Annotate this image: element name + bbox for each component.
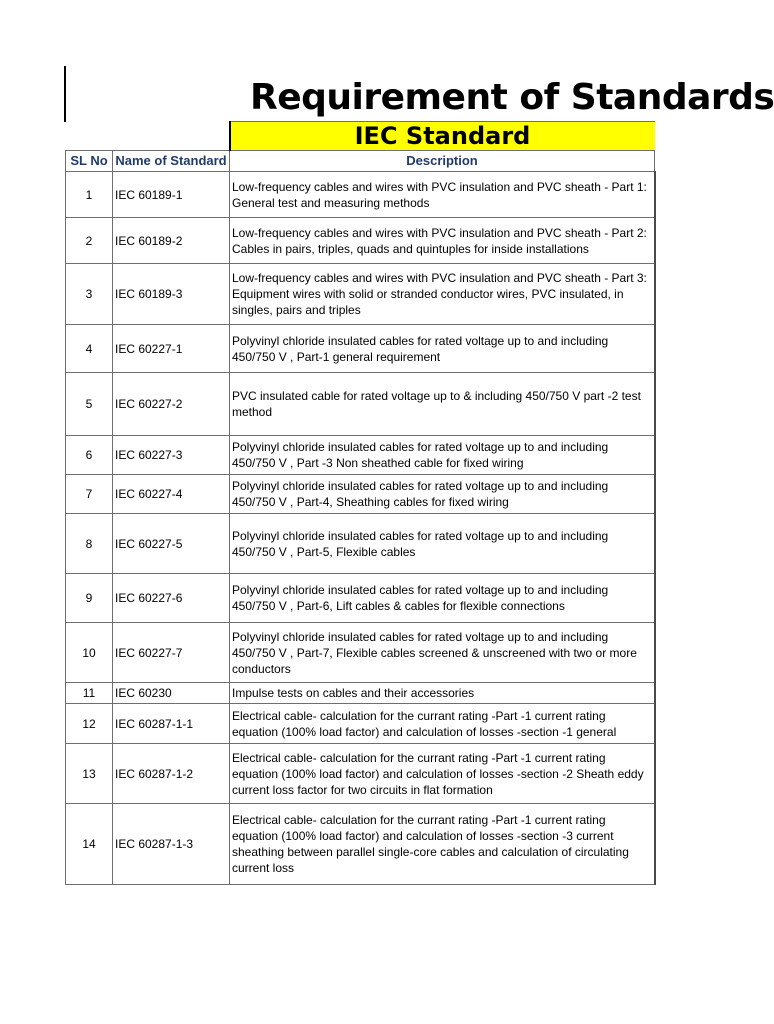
table-row xyxy=(66,218,655,264)
table-row xyxy=(66,574,655,623)
section-header-row xyxy=(66,122,655,151)
standard-name-cell: IEC 60227-3 xyxy=(113,436,230,475)
description-cell: Polyvinyl chloride insulated cables for rated voltage up to and including 450/750 V , Part-1 general requirement xyxy=(230,325,655,373)
table-row xyxy=(66,804,655,885)
sl-no-cell: 7 xyxy=(66,475,113,514)
standard-name-cell: IEC 60189-3 xyxy=(113,264,230,325)
standard-name-cell: IEC 60227-5 xyxy=(113,514,230,574)
standard-name-cell: IEC 60227-7 xyxy=(113,623,230,683)
sl-no-cell: 12 xyxy=(66,704,113,744)
table-row xyxy=(66,514,655,574)
table-row xyxy=(66,172,655,218)
sl-no-cell: 6 xyxy=(66,436,113,475)
description-cell: Low-frequency cables and wires with PVC insulation and PVC sheath - Part 1: General test and measuring methods xyxy=(230,172,655,218)
sl-no-cell: 5 xyxy=(66,373,113,436)
table-row xyxy=(66,475,655,514)
standard-name-cell: IEC 60189-2 xyxy=(113,218,230,264)
column-header-description: Description xyxy=(230,151,655,172)
description-cell: Polyvinyl chloride insulated cables for rated voltage up to and including 450/750 V , Part-6, Lift cables & cables for flexible connections xyxy=(230,574,655,623)
standard-name-cell: IEC 60189-1 xyxy=(113,172,230,218)
description-cell: Low-frequency cables and wires with PVC insulation and PVC sheath - Part 3: Equipment wires with solid or stranded conductor wires, PVC insulated, in singles, pairs and triples xyxy=(230,264,655,325)
table-row xyxy=(66,264,655,325)
standard-name-cell: IEC 60287-1-3 xyxy=(113,804,230,885)
description-cell: Polyvinyl chloride insulated cables for rated voltage up to and including 450/750 V , Part -3 Non sheathed cable for fixed wiring xyxy=(230,436,655,475)
table-row xyxy=(66,704,655,744)
sl-no-cell: 14 xyxy=(66,804,113,885)
column-header-row xyxy=(66,151,655,172)
left-margin-line xyxy=(64,66,66,122)
description-cell: Impulse tests on cables and their accessories xyxy=(230,683,655,704)
standard-name-cell: IEC 60227-6 xyxy=(113,574,230,623)
description-cell: Polyvinyl chloride insulated cables for rated voltage up to and including 450/750 V , Part-7, Flexible cables screened & unscreened with two or more conductors xyxy=(230,623,655,683)
sl-no-cell: 4 xyxy=(66,325,113,373)
sl-no-cell: 10 xyxy=(66,623,113,683)
description-cell: PVC insulated cable for rated voltage up to & including 450/750 V part -2 test method xyxy=(230,373,655,436)
sl-no-cell: 9 xyxy=(66,574,113,623)
sl-no-cell: 8 xyxy=(66,514,113,574)
sl-no-cell: 3 xyxy=(66,264,113,325)
table-row xyxy=(66,373,655,436)
standard-name-cell: IEC 60227-1 xyxy=(113,325,230,373)
sl-no-cell: 2 xyxy=(66,218,113,264)
section-header: IEC Standard xyxy=(230,122,655,151)
description-cell: Polyvinyl chloride insulated cables for rated voltage up to and including 450/750 V , Part-5, Flexible cables xyxy=(230,514,655,574)
description-cell: Electrical cable- calculation for the currant rating -Part -1 current rating equation (100% load factor) and calculation of losses -section -2 Sheath eddy current loss factor for two circuits in flat formation xyxy=(230,744,655,804)
description-cell: Electrical cable- calculation for the currant rating -Part -1 current rating equation (100% load factor) and calculation of losses -section -1 general xyxy=(230,704,655,744)
table-row xyxy=(66,325,655,373)
sl-no-cell: 11 xyxy=(66,683,113,704)
sl-no-cell: 13 xyxy=(66,744,113,804)
description-cell: Electrical cable- calculation for the currant rating -Part -1 current rating equation (100% load factor) and calculation of losses -section -3 current sheathing between parallel single-core cables and calculation of circulating current loss xyxy=(230,804,655,885)
standard-name-cell: IEC 60227-2 xyxy=(113,373,230,436)
description-cell: Polyvinyl chloride insulated cables for rated voltage up to and including 450/750 V , Part-4, Sheathing cables for fixed wiring xyxy=(230,475,655,514)
table-row xyxy=(66,744,655,804)
standard-name-cell: IEC 60287-1-2 xyxy=(113,744,230,804)
standards-table xyxy=(65,121,656,885)
description-cell: Low-frequency cables and wires with PVC insulation and PVC sheath - Part 2: Cables in pairs, triples, quads and quintuples for inside installations xyxy=(230,218,655,264)
standard-name-cell: IEC 60227-4 xyxy=(113,475,230,514)
column-header-name: Name of Standard xyxy=(113,151,230,172)
table-row xyxy=(66,623,655,683)
standard-name-cell: IEC 60230 xyxy=(113,683,230,704)
table-row xyxy=(66,683,655,704)
column-header-sl-no: SL No xyxy=(66,151,113,172)
sl-no-cell: 1 xyxy=(66,172,113,218)
table-row xyxy=(66,436,655,475)
standard-name-cell: IEC 60287-1-1 xyxy=(113,704,230,744)
page-title: Requirement of Standards xyxy=(250,77,774,118)
